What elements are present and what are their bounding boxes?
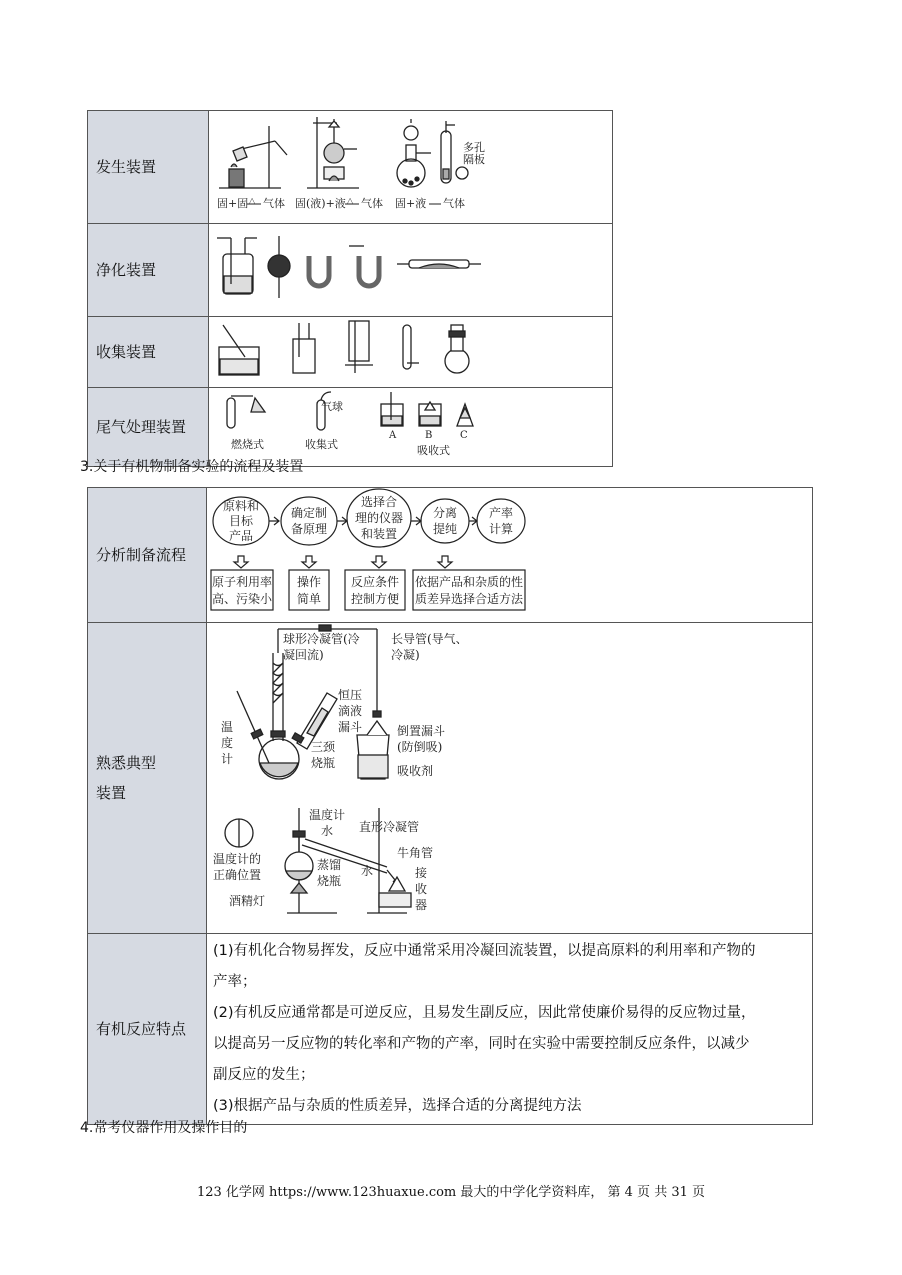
feature-line-5: 副反应的发生； xyxy=(213,1067,315,1083)
balloon-label: 气球 xyxy=(321,400,343,413)
thermometer-label-1: 温 xyxy=(221,720,234,734)
dropping-funnel-label-1: 恒压 xyxy=(338,688,363,702)
purification-devices xyxy=(209,224,613,317)
flow-note-4-line-2: 质差异选择合适方法 xyxy=(414,592,524,606)
porous-plate-label-2: 隔板 xyxy=(463,153,485,166)
flow-step-1-line-3: 产品 xyxy=(228,529,254,543)
organic-prep-table xyxy=(87,487,813,1125)
flow-step-2-line-1: 确定制 xyxy=(290,506,328,520)
apparatus-label-line-2: 装置 xyxy=(96,784,127,802)
long-tube-label-2: 冷凝) xyxy=(391,648,420,662)
flow-diagram-drawing xyxy=(207,488,812,618)
apparatus-label-line-1: 熟悉典型 xyxy=(96,754,157,772)
row-label-features: 有机反应特点 xyxy=(88,934,207,1125)
section-3-heading: 3.关于有机物制备实验的流程及装置 xyxy=(80,459,304,475)
receiver-label-1: 接 xyxy=(415,866,428,880)
feature-line-3: (2)有机反应通常都是可逆反应，且易发生副反应，因此常使廉价易得的反应物过量， xyxy=(213,1005,756,1021)
inverted-funnel-label-1: 倒置漏斗 xyxy=(397,724,446,738)
distill-flask-label-2: 烧瓶 xyxy=(317,874,342,888)
features-cell xyxy=(207,934,813,1125)
inverted-funnel-label-2: (防倒吸) xyxy=(397,740,443,754)
row-label-tail-gas: 尾气处理装置 xyxy=(88,388,209,467)
flow-note-2-line-1: 操作 xyxy=(296,575,322,589)
condenser-label-2: 凝回流) xyxy=(283,648,324,662)
condenser-label-1: 球形冷凝管(冷 xyxy=(283,632,360,646)
flow-step-2-line-2: 备原理 xyxy=(290,522,328,536)
feature-line-6: (3)根据产品与杂质的性质差异，选择合适的分离提纯方法 xyxy=(213,1098,582,1114)
caption-a: A xyxy=(389,430,397,441)
caption-gas-1: 气体 xyxy=(263,197,285,210)
apparatus-drawings xyxy=(207,623,813,934)
caption-solid-liquid-2: 固+液 xyxy=(395,197,427,210)
flow-step-3-line-3: 和装置 xyxy=(360,527,398,541)
water-in-label: 水 xyxy=(321,824,334,838)
adapter-label: 牛角管 xyxy=(397,846,434,860)
flow-step-5-line-1: 产率 xyxy=(488,506,514,520)
feature-line-1: (1)有机化合物易挥发，反应中通常采用冷凝回流装置，以提高原料的利用率和产物的 xyxy=(213,943,756,959)
correct-position-label-2: 正确位置 xyxy=(213,868,262,882)
apparatus-drawing xyxy=(207,623,812,929)
row-label-apparatus xyxy=(88,623,207,934)
flow-note-1-line-2: 高、污染小 xyxy=(211,592,273,606)
long-tube-label-1: 长导管(导气、 xyxy=(391,632,468,646)
caption-absorb: 吸收式 xyxy=(417,444,450,457)
section-4-heading: 4.常考仪器作用及操作目的 xyxy=(80,1120,248,1136)
dropping-funnel-label-2: 滴液 xyxy=(338,704,363,718)
collection-devices-drawing xyxy=(209,317,609,383)
flow-step-1-line-2: 目标 xyxy=(228,514,254,528)
row-label-collection: 收集装置 xyxy=(88,317,209,388)
straight-condenser-label: 直形冷凝管 xyxy=(359,820,420,834)
tail-gas-devices xyxy=(209,388,613,467)
svg-text:△: △ xyxy=(347,196,354,205)
collection-devices xyxy=(209,317,613,388)
row-label-purification: 净化装置 xyxy=(88,224,209,317)
receiver-label-3: 器 xyxy=(415,898,428,912)
flow-step-5-line-2: 计算 xyxy=(488,522,514,536)
flask-label-2: 烧瓶 xyxy=(311,756,336,770)
generation-devices xyxy=(209,111,613,224)
correct-position-label-1: 温度计的 xyxy=(213,852,262,866)
caption-b: B xyxy=(425,430,433,441)
alcohol-lamp-label: 酒精灯 xyxy=(229,894,266,908)
caption-solid-liquid: 固(液)+液 xyxy=(295,197,346,210)
row-label-generation: 发生装置 xyxy=(88,111,209,224)
caption-burn: 燃烧式 xyxy=(231,438,264,451)
caption-gas-3: 气体 xyxy=(443,197,465,210)
flow-note-3-line-2: 控制方便 xyxy=(350,592,400,606)
flow-note-1-line-1: 原子利用率 xyxy=(211,575,273,589)
feature-line-4: 以提高另一反应物的转化率和产物的产率，同时在实验中需要控制反应条件，以减少 xyxy=(213,1036,750,1052)
svg-text:△: △ xyxy=(249,196,256,205)
flow-note-2-line-2: 简单 xyxy=(296,592,322,606)
flow-note-4-line-1: 依据产品和杂质的性 xyxy=(414,575,524,589)
caption-gas-2: 气体 xyxy=(361,197,383,210)
receiver-label-2: 收 xyxy=(415,882,428,896)
thermometer-label-2: 度 xyxy=(221,736,234,750)
caption-c: C xyxy=(460,430,468,441)
flow-diagram xyxy=(207,488,813,623)
purification-devices-drawing xyxy=(209,224,609,312)
page-footer: 123 化学网 https://www.123huaxue.com 最大的中学化学资料库， 第 4 页 共 31 页 xyxy=(196,1185,706,1200)
apparatus-table xyxy=(87,110,613,467)
tail-gas-devices-drawing xyxy=(209,388,609,462)
generation-devices-drawing xyxy=(209,111,609,219)
flow-step-3-line-2: 理的仪器 xyxy=(354,511,404,525)
flow-note-3-line-1: 反应条件 xyxy=(350,575,400,589)
thermometer-2-label: 温度计 xyxy=(309,808,346,822)
distill-flask-label-1: 蒸馏 xyxy=(317,858,342,872)
water-out-label: 水 xyxy=(361,864,374,878)
thermometer-label-3: 计 xyxy=(221,752,234,766)
flow-step-4-line-1: 分离 xyxy=(432,506,458,520)
row-label-flow: 分析制备流程 xyxy=(88,488,207,623)
caption-solid-solid: 固+固 xyxy=(217,197,249,210)
feature-line-2: 产率； xyxy=(213,974,257,990)
porous-plate-label: 多孔 xyxy=(463,141,485,154)
flow-step-1-line-1: 原料和 xyxy=(222,499,260,513)
flask-label-1: 三颈 xyxy=(311,740,336,754)
caption-collect: 收集式 xyxy=(305,438,338,451)
absorbent-label: 吸收剂 xyxy=(397,764,434,778)
flow-step-4-line-2: 提纯 xyxy=(432,522,458,536)
dropping-funnel-label-3: 漏斗 xyxy=(338,720,363,734)
flow-step-3-line-1: 选择合 xyxy=(360,495,398,509)
